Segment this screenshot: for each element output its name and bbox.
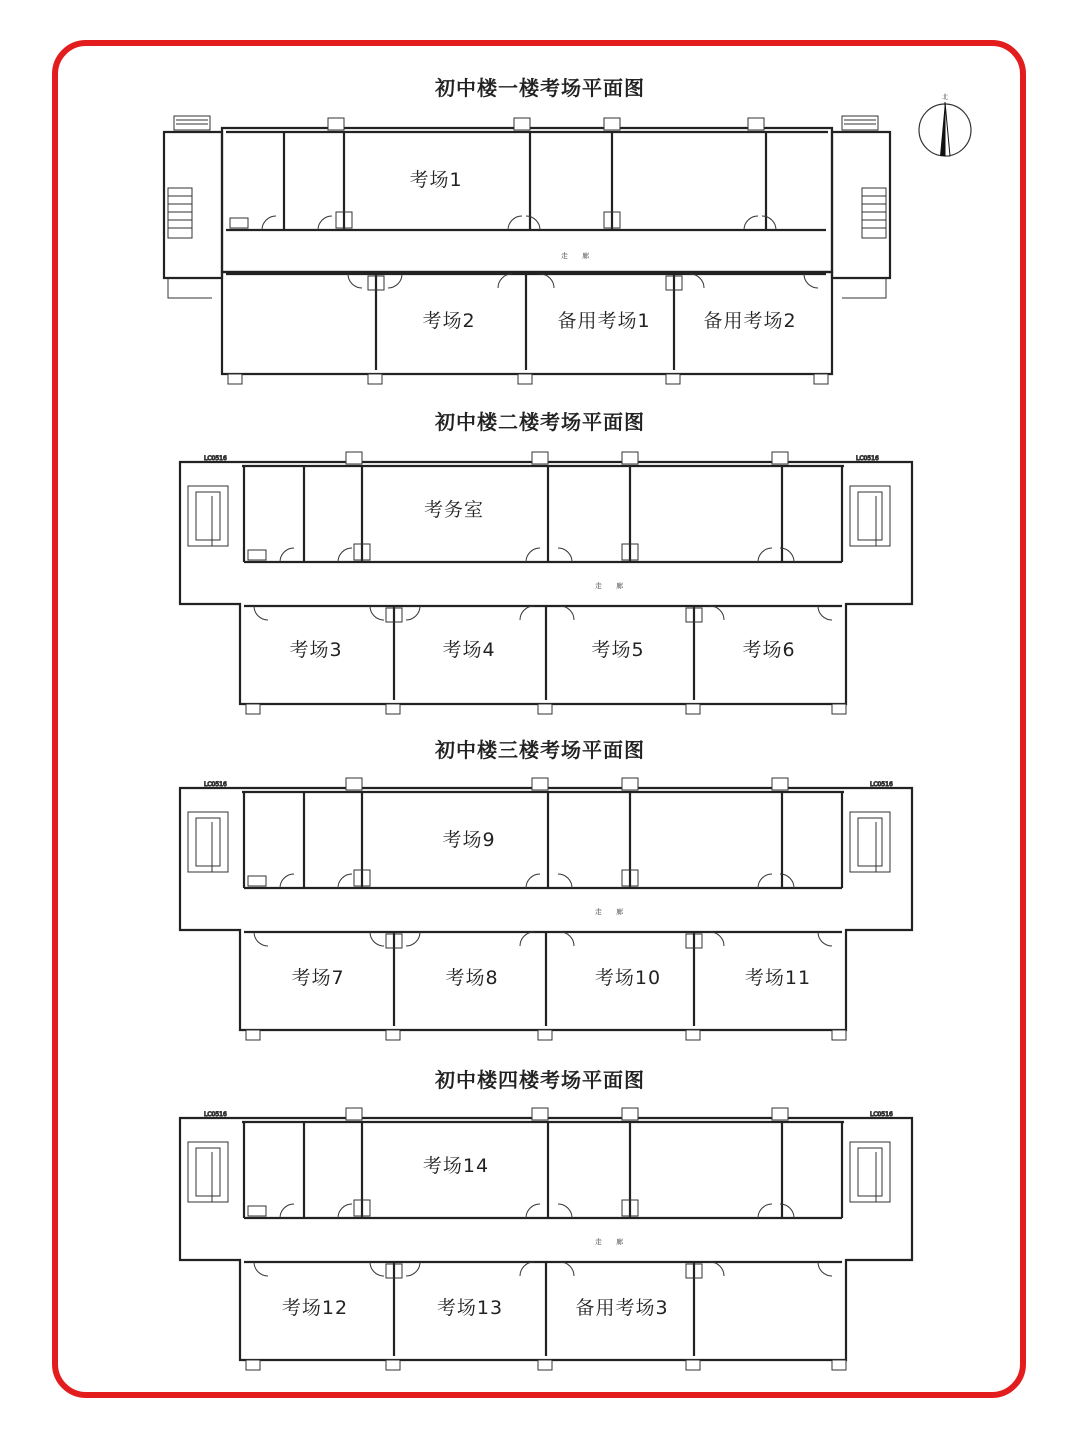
floor-2-room-bottom-2: 考场4 — [442, 639, 496, 661]
floor-4-room-bottom-3: 备用考场3 — [575, 1297, 669, 1319]
floor-2-stair-tag-east: LC0516 — [856, 455, 879, 462]
floor-2-room-bottom-1: 考场3 — [289, 639, 343, 661]
floor-1-room-top-center: 考场1 — [409, 169, 463, 191]
floor-1-room-bottom-2: 备用考场1 — [557, 310, 651, 332]
floor-2-room-bottom-4: 考场6 — [742, 639, 796, 661]
floor-2-room-top-center: 考务室 — [423, 499, 485, 521]
floor-2-corridor-label: 走 廊 — [594, 582, 630, 590]
floor-1-west-stair — [164, 132, 222, 278]
floor-3-stair-tag-east: LC0516 — [870, 781, 893, 788]
floor-2-title: 初中楼二楼考场平面图 — [435, 410, 645, 434]
floor-1-east-stair — [832, 132, 890, 278]
floor-4-room-top-center: 考场14 — [422, 1155, 490, 1177]
floor-3-room-bottom-1: 考场7 — [291, 967, 345, 989]
floor-1-corridor-label: 走 廊 — [560, 252, 596, 260]
floor-4-stair-tag-west: LC0516 — [204, 1111, 227, 1118]
floor-3-room-bottom-3: 考场10 — [594, 967, 662, 989]
floor-3-room-bottom-4: 考场11 — [744, 967, 812, 989]
compass-label: 北 — [941, 94, 949, 101]
floor-2-stair-tag-west: LC0516 — [204, 455, 227, 462]
floor-3-corridor-label: 走 廊 — [594, 908, 630, 916]
floor-4-plan — [0, 1102, 1080, 1374]
floor-1-room-bottom-3: 备用考场2 — [703, 310, 797, 332]
floor-4-room-bottom-1: 考场12 — [281, 1297, 349, 1319]
floor-2-plan — [0, 446, 1080, 718]
floor-2-room-bottom-3: 考场5 — [591, 639, 645, 661]
floor-1-plan — [0, 112, 1080, 388]
floor-4-title: 初中楼四楼考场平面图 — [435, 1068, 645, 1092]
floor-3-room-top-center: 考场9 — [442, 829, 496, 851]
floor-4-corridor-label: 走 廊 — [594, 1238, 630, 1246]
floor-3-stair-tag-west: LC0516 — [204, 781, 227, 788]
floor-1-room-bottom-1: 考场2 — [422, 310, 476, 332]
floor-1-title: 初中楼一楼考场平面图 — [435, 76, 645, 100]
floor-3-plan — [0, 772, 1080, 1044]
floor-4-stair-tag-east: LC0516 — [870, 1111, 893, 1118]
floor-3-title: 初中楼三楼考场平面图 — [435, 738, 645, 762]
floor-1-top-block — [222, 128, 832, 272]
floor-4-room-bottom-2: 考场13 — [436, 1297, 504, 1319]
floor-3-room-bottom-2: 考场8 — [445, 967, 499, 989]
